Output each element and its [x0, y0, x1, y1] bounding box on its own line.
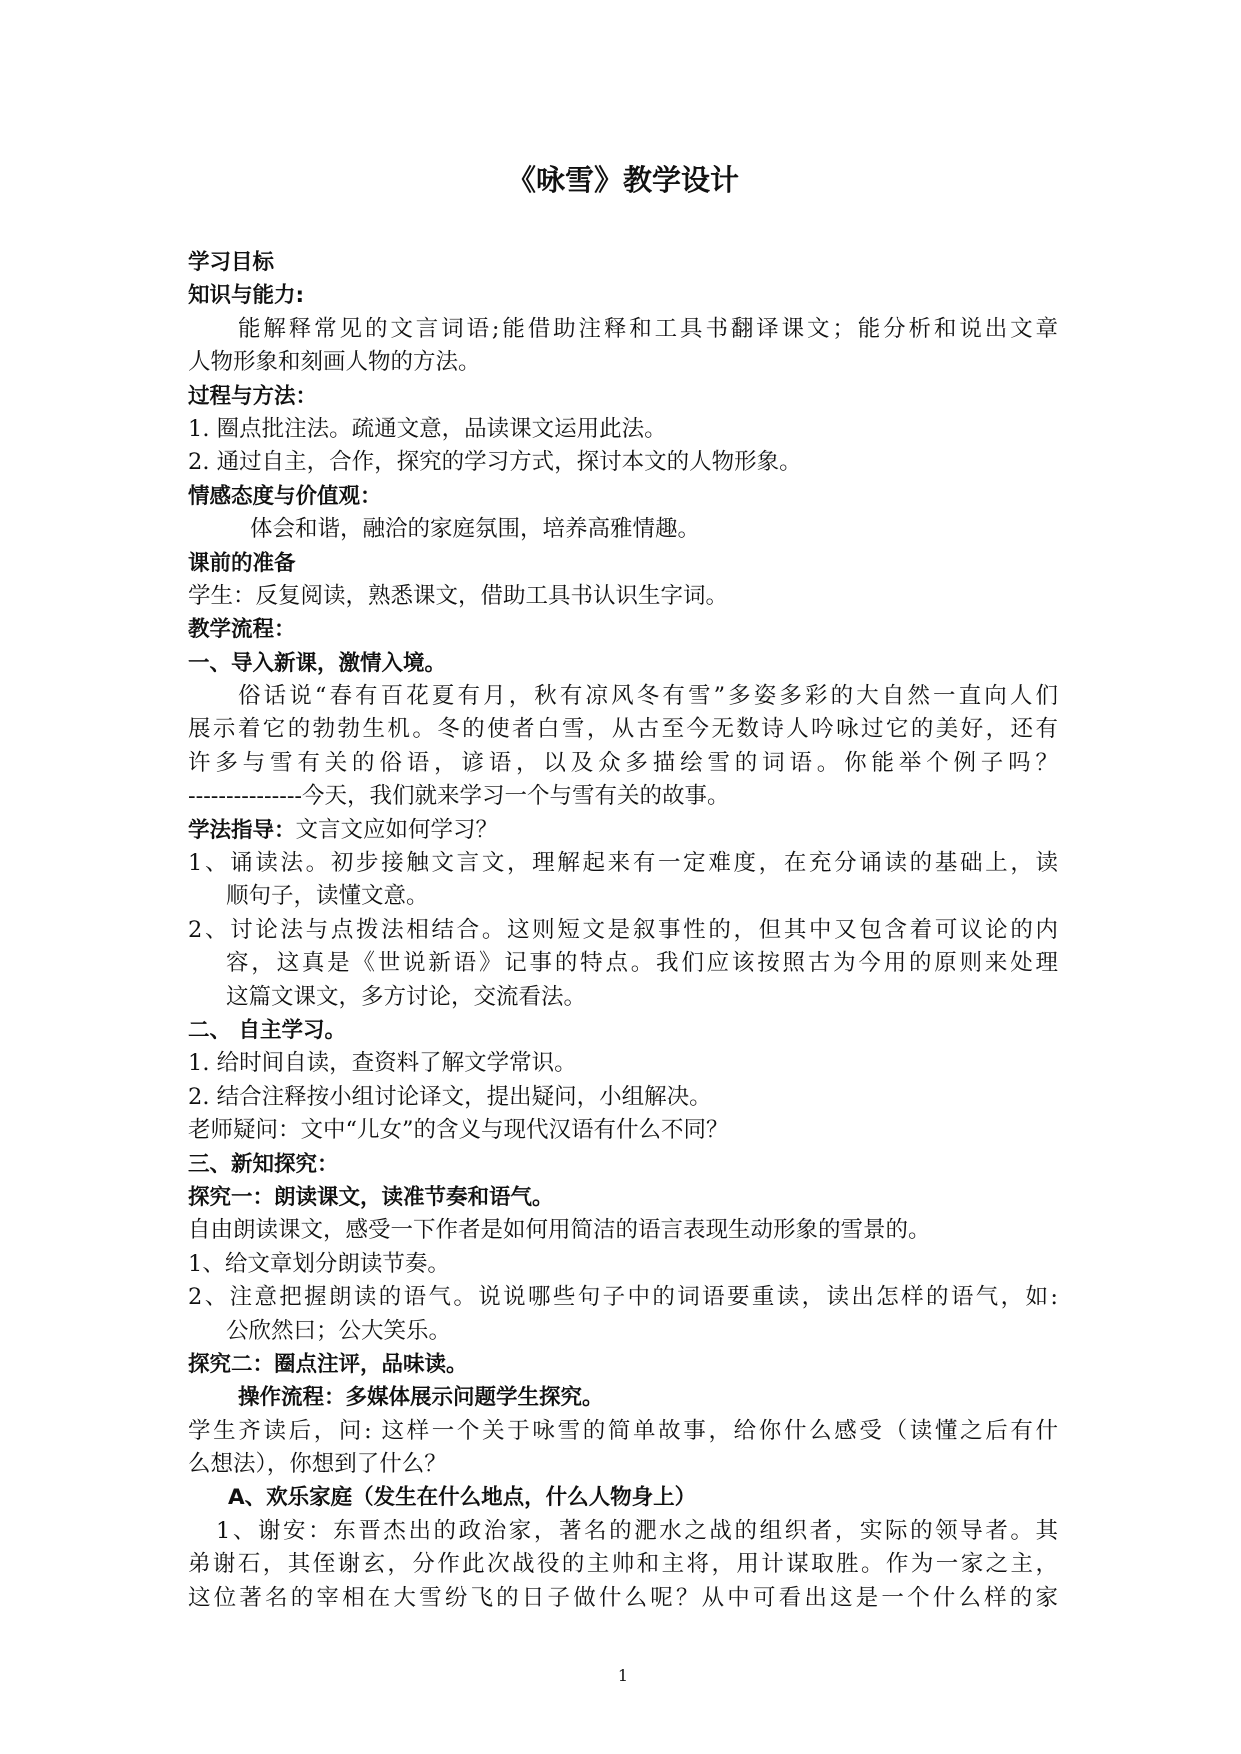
- text-line: [188, 1047, 1058, 1080]
- body-text: 俗话说“春有百花夏有月，秋有凉风冬有雪”多姿多彩的大自然一直向人们: [238, 683, 1058, 710]
- heading-text: 情感态度与价值观：: [188, 483, 382, 509]
- heading-text: 探究二：圈点注评，品味读。: [188, 1351, 468, 1377]
- text-line: [188, 680, 1058, 713]
- body-text: 这篇文课文，多方讨论，交流看法。: [226, 983, 587, 1010]
- body-text: ---------------今天，我们就来学习一个与雪有关的故事。: [188, 783, 730, 810]
- body-text: 2、讨论法与点拨法相结合。这则短文是叙事性的，但其中又包含着可议论的内: [188, 916, 1058, 943]
- text-line: [188, 1281, 1058, 1314]
- text-line: [188, 1481, 1058, 1514]
- text-line: [188, 279, 1058, 312]
- body-text: 自由朗读课文，感受一下作者是如何用简洁的语言表现生动形象的雪景的。: [188, 1217, 931, 1244]
- text-line: [188, 513, 1058, 546]
- heading-text: A、欢乐家庭（发生在什么地点，什么人物身上）: [228, 1485, 697, 1511]
- text-line: [188, 1014, 1058, 1047]
- document-title: 《咏雪》教学设计: [506, 163, 739, 197]
- body-text: 2. 通过自主，合作，探究的学习方式，探讨本文的人物形象。: [188, 449, 802, 476]
- body-text: 么想法），你想到了什么？: [188, 1451, 447, 1478]
- text-line: [188, 246, 1058, 279]
- text-line: [188, 1348, 1058, 1381]
- heading-text: 知识与能力:: [188, 283, 305, 309]
- document-body: [188, 246, 1058, 1615]
- text-line: [188, 713, 1058, 746]
- heading-text: 操作流程：多媒体展示问题学生探究。: [238, 1385, 604, 1411]
- text-line: [188, 413, 1058, 446]
- body-text: 人物形象和刻画人物的方法。: [188, 349, 481, 376]
- heading-text: 二、 自主学习。: [188, 1017, 346, 1043]
- text-line: [188, 1248, 1058, 1281]
- document-page: [188, 0, 1058, 1754]
- heading-text: 学习目标: [188, 250, 275, 275]
- text-line: [188, 1081, 1058, 1114]
- text-line: [188, 914, 1058, 947]
- body-text: 公欣然曰；公大笑乐。: [226, 1317, 452, 1344]
- body-text: 体会和谐，融洽的家庭氛围，培养高雅情趣。: [250, 516, 701, 543]
- body-text: 顺句子，读懂文意。: [226, 883, 429, 910]
- body-text: 1. 给时间自读，查资料了解文学常识。: [188, 1050, 577, 1077]
- text-line: [188, 981, 1058, 1014]
- heading-text: 三、新知探究：: [188, 1151, 339, 1177]
- text-line: [188, 880, 1058, 913]
- body-text: 容，这真是《世说新语》记事的特点。我们应该按照古为今用的原则来处理: [226, 950, 1058, 977]
- heading-text: 课前的准备: [188, 550, 296, 576]
- text-line: [188, 1415, 1058, 1448]
- text-line: [188, 1181, 1058, 1214]
- text-line: [188, 1515, 1058, 1548]
- body-text: 许多与雪有关的俗语，谚语，以及众多描绘雪的词语。你能举个例子吗？: [188, 749, 1058, 776]
- text-line: [188, 1448, 1058, 1481]
- body-text: 展示着它的勃勃生机。冬的使者白雪，从古至今无数诗人吟咏过它的美好，还有: [188, 716, 1058, 743]
- body-text: 学生：反复阅读，熟悉课文，借助工具书认识生字词。: [188, 582, 729, 609]
- text-line: [188, 847, 1058, 880]
- text-line: [188, 313, 1058, 346]
- text-line: [188, 747, 1058, 780]
- heading-text: 探究一：朗读课文，读准节奏和语气。: [188, 1184, 554, 1210]
- heading-text: 学法指导：: [188, 817, 296, 843]
- text-line: [188, 1315, 1058, 1348]
- text-line: [188, 647, 1058, 680]
- text-line: [188, 1148, 1058, 1181]
- text-line: [188, 814, 1058, 847]
- text-line: [188, 1114, 1058, 1147]
- text-line: [188, 580, 1058, 613]
- heading-text: 过程与方法：: [188, 383, 318, 409]
- body-text: 这位著名的宰相在大雪纷飞的日子做什么呢？从中可看出这是一个什么样的家: [188, 1584, 1058, 1611]
- body-text: 1、诵读法。初步接触文言文，理解起来有一定难度，在充分诵读的基础上，读: [188, 850, 1058, 877]
- body-text: 2. 结合注释按小组讨论译文，提出疑问，小组解决。: [188, 1083, 712, 1110]
- body-text: 1、给文章划分朗读节奏。: [188, 1250, 450, 1277]
- text-line: [188, 480, 1058, 513]
- text-line: [188, 780, 1058, 813]
- body-text: 能解释常见的文言词语;能借助注释和工具书翻译课文；能分析和说出文章: [238, 315, 1058, 342]
- text-line: [188, 547, 1058, 580]
- heading-text: 教学流程：: [188, 617, 296, 643]
- text-line: [188, 446, 1058, 479]
- text-line: [188, 1214, 1058, 1247]
- body-text: 2、注意把握朗读的语气。说说哪些句子中的词语要重读，读出怎样的语气，如:: [188, 1284, 1058, 1311]
- body-text: 1、谢安：东晋杰出的政治家，著名的淝水之战的组织者，实际的领导者。其: [216, 1517, 1058, 1544]
- heading-text: 一、导入新课，激情入境。: [188, 650, 447, 676]
- body-text: 文言文应如何学习？: [295, 816, 499, 843]
- text-line: [188, 1381, 1058, 1414]
- body-text: 1. 圈点批注法。疏通文意，品读课文运用此法。: [188, 415, 667, 442]
- text-line: [188, 1582, 1058, 1615]
- text-line: [188, 947, 1058, 980]
- text-line: [188, 380, 1058, 413]
- body-text: 弟谢石，其侄谢玄，分作此次战役的主帅和主将，用计谋取胜。作为一家之主，: [188, 1551, 1058, 1578]
- page-number: 1: [617, 1666, 629, 1685]
- text-line: [188, 613, 1058, 646]
- body-text: 学生齐读后，问: 这样一个关于咏雪的简单故事，给你什么感受（读懂之后有什: [188, 1417, 1058, 1444]
- body-text: 老师疑问：文中“儿女”的含义与现代汉语有什么不同？: [188, 1117, 729, 1144]
- text-line: [188, 1548, 1058, 1581]
- text-line: [188, 346, 1058, 379]
